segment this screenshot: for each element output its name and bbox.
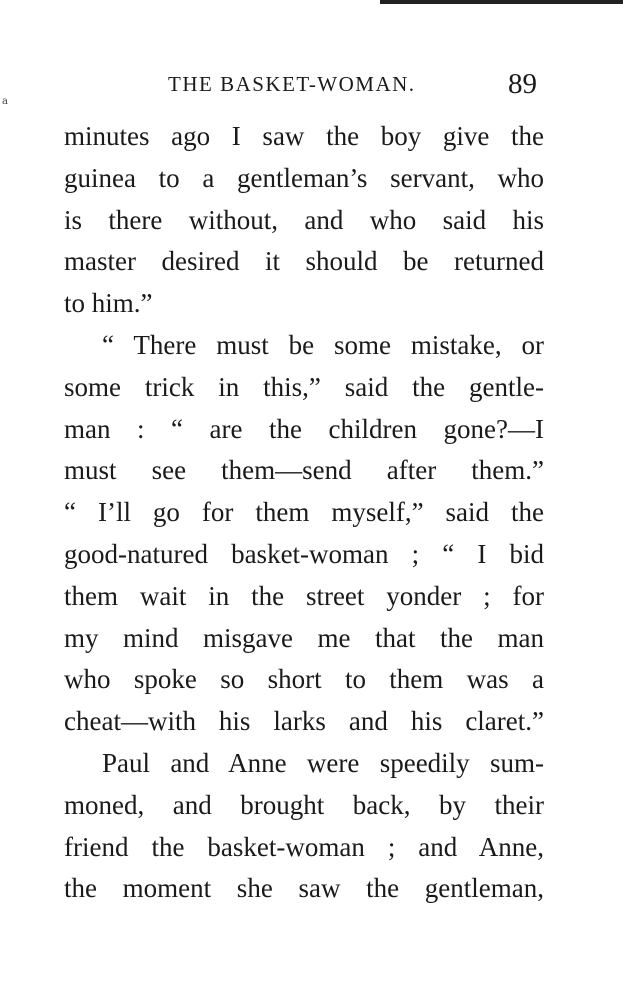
text-line: the moment she saw the gentleman, [64, 873, 544, 904]
text-line: man : “ are the children gone?—I [64, 413, 544, 444]
page-number: 89 [508, 68, 537, 100]
text-line: “ I’ll go for them myself,” said the [64, 497, 544, 528]
body-text [64, 116, 544, 910]
top-edge-rule [380, 0, 623, 4]
text-line: good-natured basket-woman ; “ I bid [64, 538, 544, 569]
text-line: my mind misgave me that the man [64, 622, 544, 653]
text-line: them wait in the street yonder ; for [64, 580, 544, 611]
text-line: friend the basket-woman ; and Anne, [64, 831, 544, 862]
text-line: moned, and brought back, by their [64, 789, 544, 820]
text-line: to him.” [64, 288, 153, 319]
running-title: THE BASKET-WOMAN. [168, 72, 416, 96]
text-line: who spoke so short to them was a [64, 664, 544, 695]
page-header [0, 64, 623, 104]
margin-mark: a [2, 96, 8, 107]
text-line: some trick in this,” said the gentle- [64, 371, 544, 402]
text-line: is there without, and who said his [64, 204, 544, 235]
text-line: Paul and Anne were speedily sum- [102, 747, 544, 778]
text-line: cheat—with his larks and his claret.” [64, 706, 544, 737]
text-line: guinea to a gentleman’s servant, who [64, 162, 544, 193]
text-line: must see them—send after them.” [64, 455, 544, 486]
text-line: master desired it should be returned [64, 246, 544, 277]
text-line: minutes ago I saw the boy give the [64, 121, 544, 151]
text-line: “ There must be some mistake, or [102, 329, 544, 360]
